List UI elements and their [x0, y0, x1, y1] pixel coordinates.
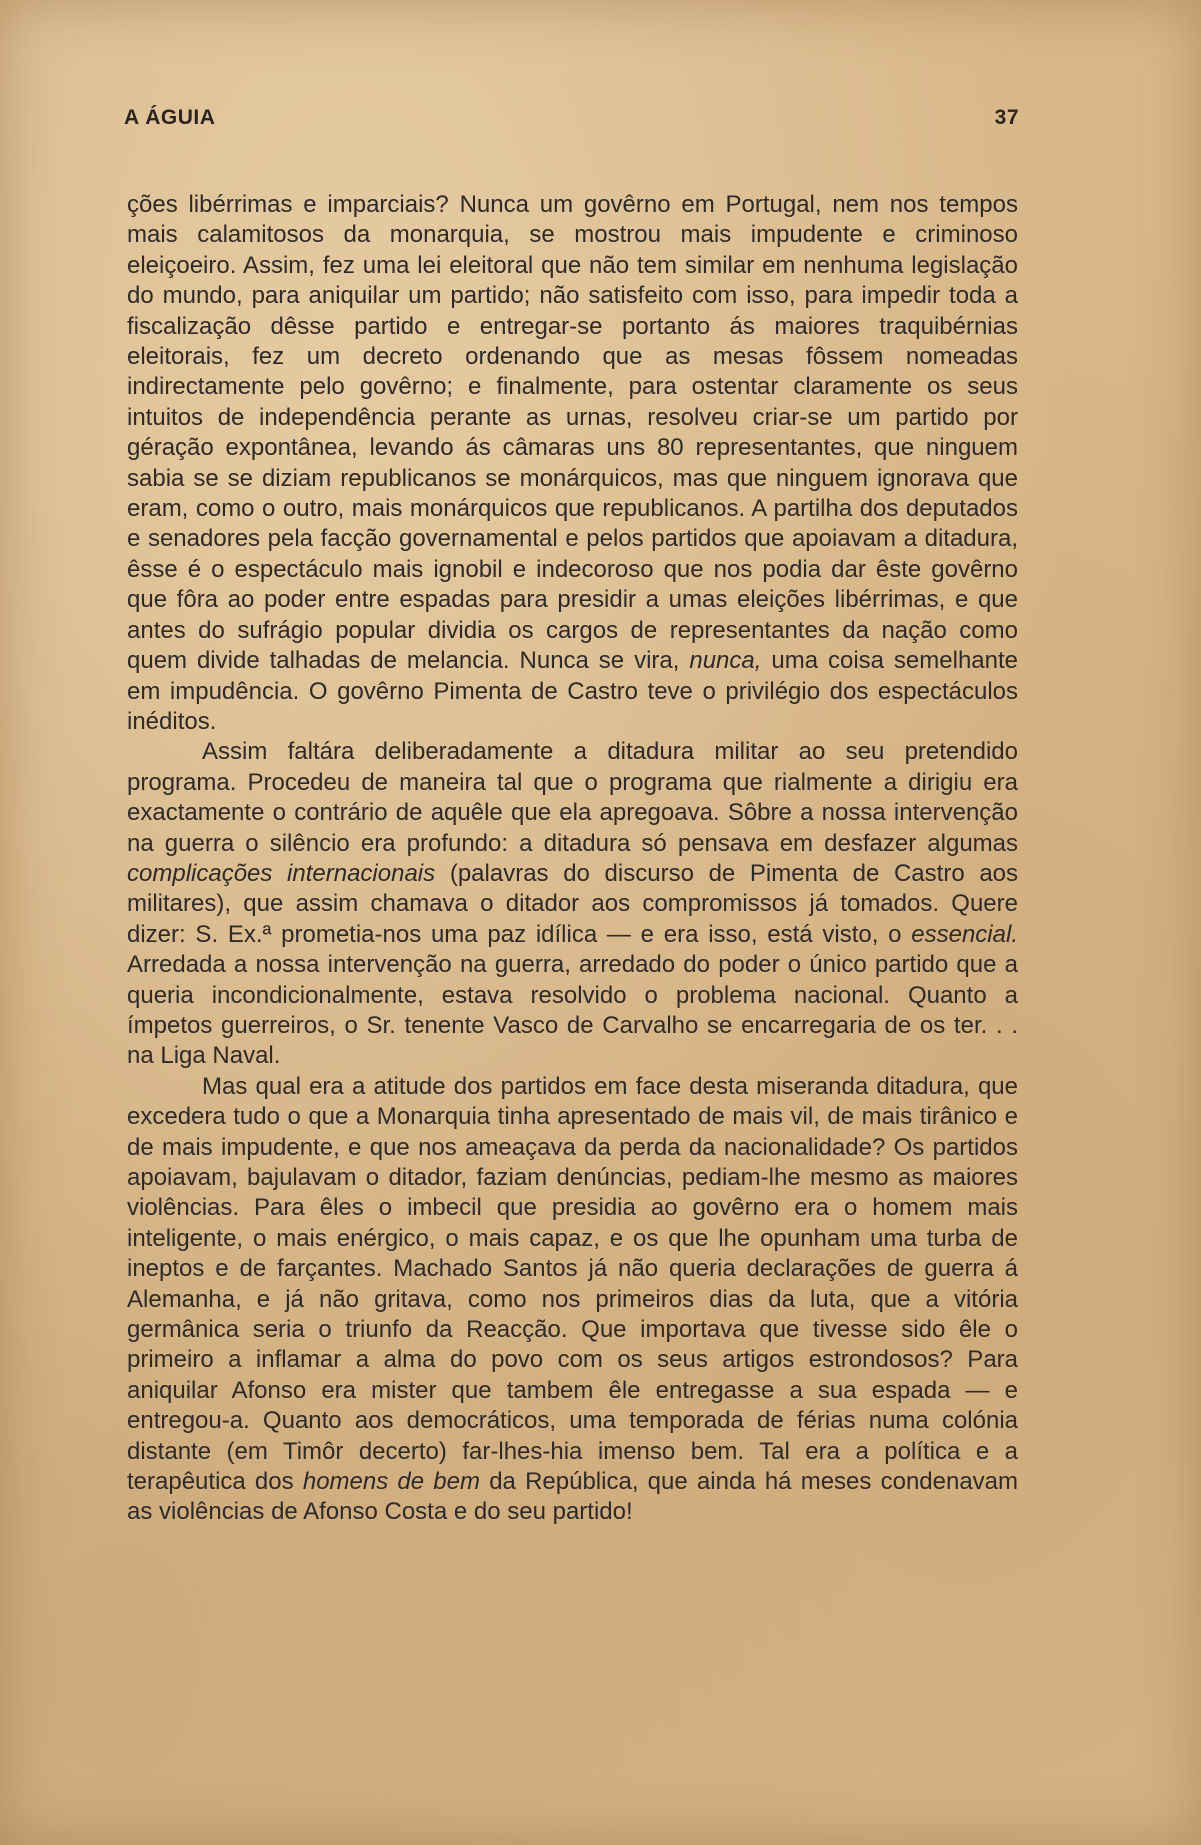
body-text — [127, 190, 1018, 1528]
paragraph-1-emphasis: nunca, — [689, 647, 762, 675]
running-title: A ÁGUIA — [124, 106, 216, 129]
paragraph-2-text-a: Assim faltára deliberadamente a ditadura militar ao seu pretendido programa. Procedeu de maneira tal que o programa que rialmente a dirigiu era exactamente o contrário de aquêle que ela apregoava. Sôbre a nossa intervenção na guerra o silêncio era profundo: a ditadura só pensava em desfazer algumas — [127, 738, 1018, 857]
paragraph-2 — [127, 737, 1018, 1071]
paragraph-2-emphasis-2: essencial. — [911, 920, 1018, 948]
paragraph-3-text-b: da República, que ainda há meses condenavam as violências de Afonso Costa e do seu partido! — [127, 1468, 1019, 1526]
paragraph-1 — [127, 190, 1018, 737]
page-header — [124, 106, 1019, 136]
paragraph-2-emphasis-1: complicações internacionais — [127, 859, 436, 887]
paragraph-1-text-a: ções libérrimas e imparciais? Nunca um govêrno em Portugal, nem nos tempos mais calamitosos da monarquia, se mostrou mais impudente e criminoso eleiçoeiro. Assim, fez uma lei eleitoral que não tem similar em nenhuma legislação do mundo, para aniquilar um partido; não satisfeito com isso, para impedir toda a fiscalização dêsse partido e entregar-se portanto ás maiores traquibérnias eleitorais, fez um decreto ordenando que as mesas fôssem nomeadas indirectamente pelo govêrno; e finalmente, para ostentar claramente os seus intuitos de independência perante as urnas, resolveu criar-se um partido por géração expontânea, levando ás câmaras uns 80 representantes, que ninguem sabia se se diziam republicanos se monárquicos, mas que ninguem ignorava que eram, como o outro, mais monárquicos que republicanos. A partilha dos deputados e senadores pela facção governamental e pelos partidos que apoiavam a ditadura, êsse é o espectáculo mais ignobil e indecoroso que nos podia dar êste govêrno que fôra ao poder entre espadas para presidir a umas eleições libérrimas, e que antes do sufrágio popular dividia os cargos de representantes da nação como quem divide talhadas de melancia. Nunca se vira, — [127, 191, 1018, 675]
paragraph-1-text-b: uma coisa semelhante em impudência. O govêrno Pimenta de Castro teve o privilégio dos espectáculos inéditos. — [127, 647, 1018, 735]
paragraph-2-text-b: (palavras do discurso de Pimenta de Castro aos militares), que assim chamava o ditador aos compromissos já tomados. Quere dizer: S. Ex.ª prometia-nos uma paz idílica — e era isso, está visto, o — [127, 859, 1019, 948]
paragraph-3-emphasis: homens de bem — [302, 1468, 480, 1496]
paragraph-3-text-a: Mas qual era a atitude dos partidos em face desta miseranda ditadura, que excedera tudo o que a Monarquia tinha apresentado de mais vil, de mais tirânico e de mais impudente, e que nos ameaçava da perda da nacionalidade? Os partidos apoiavam, bajulavam o ditador, faziam denúncias, pediam-lhe mesmo as maiores violências. Para êles o imbecil que presidia ao govêrno era o homem mais inteligente, o mais enérgico, o mais capaz, e os que lhe opunham uma turba de ineptos e de farçantes. Machado Santos já não queria declarações de guerra á Alemanha, e já não gritava, como nos primeiros dias da luta, que a vitória germânica seria o triunfo da Reacção. Que importava que tivesse sido êle o primeiro a inflamar a alma do povo com os seus artigos estrondosos? Para aniquilar Afonso era mister que tambem êle entregasse a sua espada — e entregou-a. Quanto aos democráticos, uma temporada de férias numa colónia distante (em Timôr decerto) far-lhes-hia imenso bem. Tal era a política e a terapêutica dos — [127, 1072, 1018, 1496]
paragraph-3 — [127, 1072, 1018, 1528]
page-number: 37 — [994, 106, 1019, 129]
paragraph-2-text-c: Arredada a nossa intervenção na guerra, arredado do poder o único partido que a queria incondicionalmente, estava resolvido o problema nacional. Quanto a ímpetos guerreiros, o Sr. tenente Vasco de Carvalho se encarregaria de os ter. . . na Liga Naval. — [127, 951, 1018, 1070]
